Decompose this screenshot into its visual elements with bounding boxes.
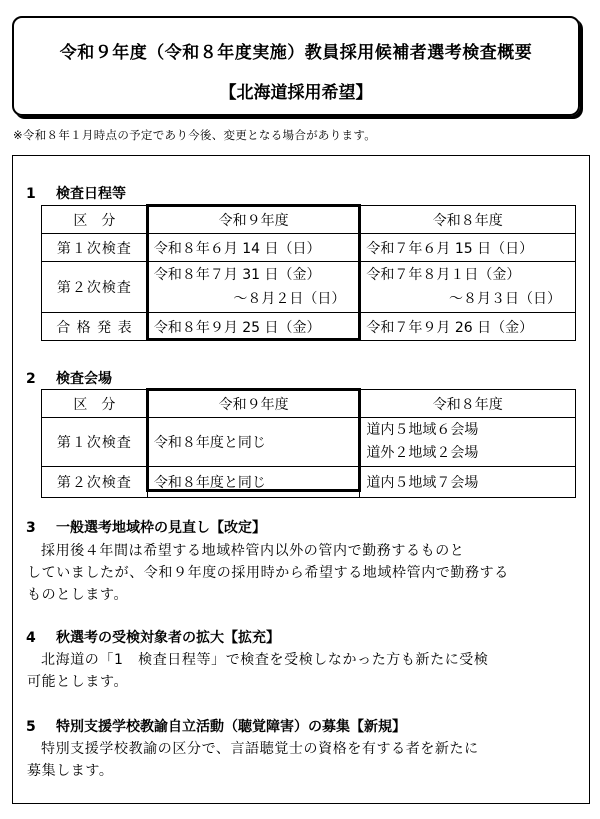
header-r8: 令和８年度 (360, 390, 576, 418)
section-2-heading (26, 368, 112, 388)
venue-table (41, 389, 576, 498)
page-title: 令和９年度（令和８年度実施）教員採用候補者選考検査概要 (59, 43, 533, 63)
section-2-title: 検査会場 (56, 371, 112, 387)
cell-r8-line2: 道外２地域２会場 (366, 445, 479, 461)
section-4-number: 4 (26, 630, 36, 646)
header-r8: 令和８年度 (360, 206, 576, 234)
row-label: 第２次検査 (42, 467, 148, 498)
section-3-heading (26, 517, 266, 537)
section-3-title: 一般選考地域枠の見直し【改定】 (56, 520, 266, 536)
header-r9: 令和９年度 (147, 206, 360, 234)
section-5-heading (26, 716, 406, 736)
page-subtitle: 【北海道採用希望】 (219, 83, 373, 103)
header-category: 区 分 (42, 390, 148, 418)
title-box (12, 16, 580, 116)
section-4-title: 秋選考の受検対象者の拡大【拡充】 (56, 630, 280, 646)
section-3-number: 3 (26, 520, 36, 536)
section-5-number: 5 (26, 719, 36, 735)
cell-r9 (147, 262, 360, 313)
cell-r9-line2: ～８月２日（日） (233, 291, 346, 307)
section-3-line: ものとします。 (27, 587, 129, 603)
section-5-title: 特別支援学校教諭自立活動（聴覚障害）の募集【新規】 (56, 719, 406, 735)
cell-r9: 令和８年度と同じ (147, 467, 360, 498)
cell-r8 (360, 262, 576, 313)
cell-r8: 道内５地域７会場 (360, 467, 576, 498)
table-row (42, 206, 576, 234)
cell-r8-line1: 道内５地域６会場 (366, 422, 479, 438)
schedule-table (41, 205, 576, 341)
section-3-line: 採用後４年間は希望する地域枠管内以外の管内で勤務するものと (41, 543, 465, 559)
schedule-note: ※令和８年１月時点の予定であり今後、変更となる場合があります。 (13, 128, 377, 142)
section-1-heading (26, 183, 126, 203)
section-5-line: 募集します。 (27, 763, 114, 779)
cell-r9: 令和８年９月 25 日（金） (147, 313, 360, 341)
section-1-number: 1 (26, 186, 36, 202)
table-row (42, 467, 576, 498)
section-4-line: 可能とします。 (27, 674, 129, 690)
section-3-line: していましたが、令和９年度の採用時から希望する地域枠管内で勤務する (27, 565, 509, 581)
cell-r9-line1: 令和８年７月 31 日（金） (153, 267, 321, 283)
cell-r8: 令和７年９月 26 日（金） (360, 313, 576, 341)
row-label: 第１次検査 (42, 234, 148, 262)
row-label: 第１次検査 (42, 418, 148, 467)
table-row (42, 418, 576, 467)
table-row (42, 262, 576, 313)
header-category: 区 分 (42, 206, 148, 234)
section-4-line: 北海道の「1 検査日程等」で検査を受検しなかった方も新たに受検 (41, 652, 489, 668)
cell-r9: 令和８年度と同じ (147, 418, 360, 467)
section-2-number: 2 (26, 371, 36, 387)
section-5-line: 特別支援学校教諭の区分で、言語聴覚士の資格を有する者を新たに (41, 741, 479, 757)
table-row (42, 390, 576, 418)
cell-r8 (360, 418, 576, 467)
cell-r9: 令和８年６月 14 日（日） (147, 234, 360, 262)
section-1-title: 検査日程等 (56, 186, 126, 202)
header-r9: 令和９年度 (147, 390, 360, 418)
section-4-body (27, 649, 557, 693)
row-label: 合 格 発 表 (42, 313, 148, 341)
row-label: 第２次検査 (42, 262, 148, 313)
table-row (42, 234, 576, 262)
section-3-body (27, 540, 557, 606)
section-5-body (27, 738, 557, 782)
cell-r8-line2: ～８月３日（日） (449, 291, 561, 307)
section-4-heading (26, 627, 280, 647)
table-row (42, 313, 576, 341)
cell-r8-line1: 令和７年８月１日（金） (366, 267, 521, 283)
cell-r8: 令和７年６月 15 日（日） (360, 234, 576, 262)
